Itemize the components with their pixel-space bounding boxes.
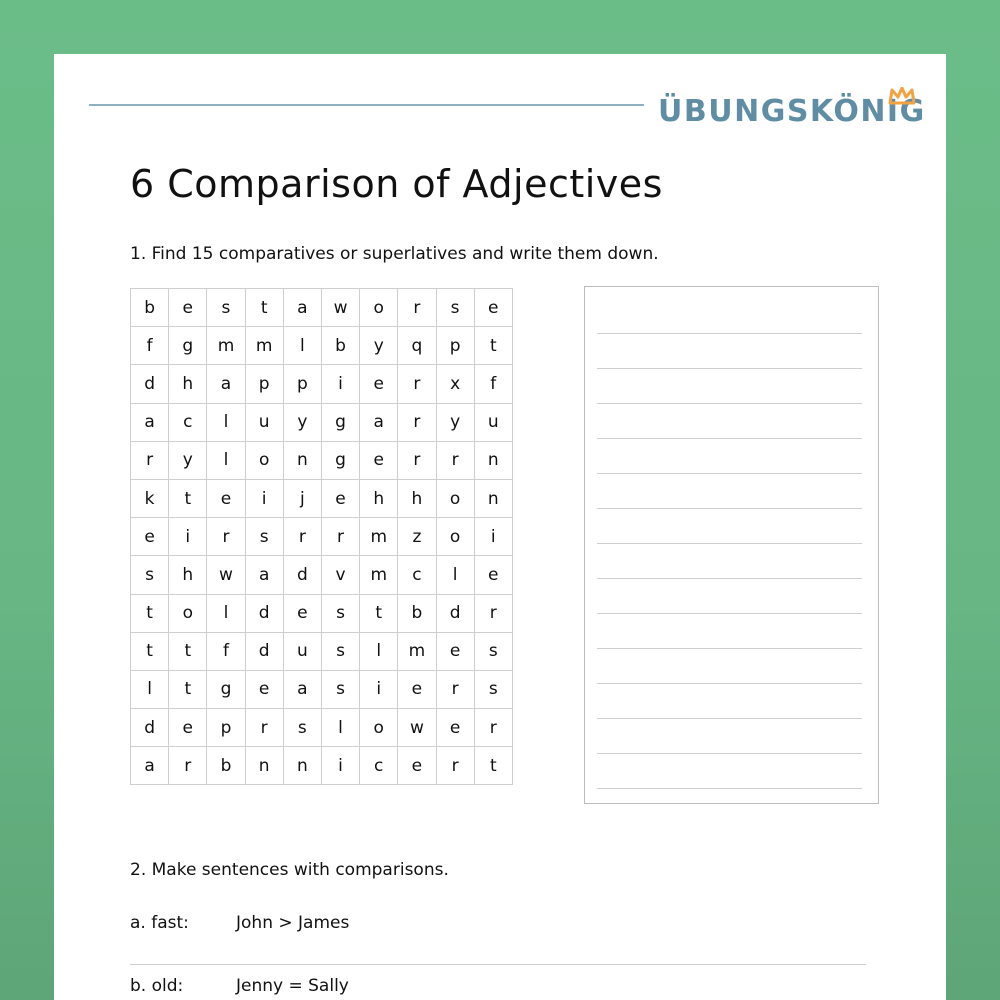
grid-cell[interactable]: i bbox=[245, 479, 283, 517]
grid-cell[interactable]: h bbox=[169, 556, 207, 594]
grid-cell[interactable]: t bbox=[245, 289, 283, 327]
grid-cell[interactable]: p bbox=[207, 709, 245, 747]
grid-cell[interactable]: s bbox=[207, 289, 245, 327]
grid-row bbox=[131, 556, 513, 594]
grid-cell[interactable]: p bbox=[436, 327, 474, 365]
grid-cell[interactable]: l bbox=[207, 403, 245, 441]
grid-row bbox=[131, 709, 513, 747]
grid-cell[interactable]: e bbox=[245, 670, 283, 708]
grid-cell[interactable]: g bbox=[207, 670, 245, 708]
grid-cell[interactable]: o bbox=[360, 289, 398, 327]
grid-cell[interactable]: i bbox=[360, 670, 398, 708]
grid-cell[interactable]: l bbox=[360, 632, 398, 670]
answer-line[interactable] bbox=[597, 788, 862, 789]
grid-cell[interactable]: l bbox=[131, 670, 169, 708]
grid-cell[interactable]: b bbox=[131, 289, 169, 327]
grid-cell[interactable]: y bbox=[169, 441, 207, 479]
answer-line[interactable] bbox=[597, 368, 862, 369]
grid-cell[interactable]: l bbox=[321, 709, 359, 747]
grid-cell[interactable]: m bbox=[360, 518, 398, 556]
grid-cell[interactable]: u bbox=[283, 632, 321, 670]
grid-cell[interactable]: a bbox=[131, 747, 169, 785]
answer-line[interactable] bbox=[597, 438, 862, 439]
grid-cell[interactable]: u bbox=[245, 403, 283, 441]
grid-row bbox=[131, 670, 513, 708]
grid-cell[interactable]: l bbox=[207, 594, 245, 632]
grid-cell[interactable]: r bbox=[169, 747, 207, 785]
grid-cell[interactable]: p bbox=[283, 365, 321, 403]
grid-cell[interactable]: e bbox=[436, 632, 474, 670]
grid-cell[interactable]: i bbox=[169, 518, 207, 556]
answer-line[interactable] bbox=[597, 333, 862, 334]
grid-cell[interactable]: m bbox=[398, 632, 436, 670]
grid-cell[interactable]: e bbox=[283, 594, 321, 632]
grid-cell[interactable]: w bbox=[398, 709, 436, 747]
grid-cell[interactable]: e bbox=[474, 556, 512, 594]
grid-cell[interactable]: r bbox=[245, 709, 283, 747]
word-search-grid bbox=[130, 288, 513, 785]
grid-cell[interactable]: d bbox=[245, 594, 283, 632]
grid-cell[interactable]: r bbox=[436, 670, 474, 708]
grid-cell[interactable]: a bbox=[283, 670, 321, 708]
sentence-label: a. fast: bbox=[130, 913, 189, 933]
answer-line[interactable] bbox=[597, 473, 862, 474]
grid-cell[interactable]: t bbox=[169, 670, 207, 708]
grid-cell[interactable]: n bbox=[283, 441, 321, 479]
grid-cell[interactable]: p bbox=[245, 365, 283, 403]
grid-cell[interactable]: g bbox=[321, 403, 359, 441]
grid-cell[interactable]: s bbox=[131, 556, 169, 594]
grid-cell[interactable]: t bbox=[169, 632, 207, 670]
grid-cell[interactable]: n bbox=[245, 747, 283, 785]
grid-cell[interactable]: e bbox=[398, 747, 436, 785]
sentence-write-line-a[interactable] bbox=[130, 964, 866, 965]
grid-cell[interactable]: m bbox=[360, 556, 398, 594]
answer-line[interactable] bbox=[597, 508, 862, 509]
grid-cell[interactable]: o bbox=[436, 518, 474, 556]
grid-cell[interactable]: b bbox=[321, 327, 359, 365]
grid-cell[interactable]: a bbox=[283, 289, 321, 327]
grid-cell[interactable]: r bbox=[207, 518, 245, 556]
grid-cell[interactable]: i bbox=[321, 747, 359, 785]
grid-cell[interactable]: r bbox=[436, 747, 474, 785]
grid-cell[interactable]: c bbox=[398, 556, 436, 594]
grid-row bbox=[131, 632, 513, 670]
grid-cell[interactable]: r bbox=[131, 441, 169, 479]
header-rule bbox=[89, 104, 644, 106]
grid-cell[interactable]: s bbox=[245, 518, 283, 556]
grid-cell[interactable]: l bbox=[283, 327, 321, 365]
grid-cell[interactable]: n bbox=[474, 441, 512, 479]
grid-cell[interactable]: r bbox=[398, 403, 436, 441]
grid-cell[interactable]: s bbox=[321, 632, 359, 670]
grid-cell[interactable]: z bbox=[398, 518, 436, 556]
grid-cell[interactable]: f bbox=[131, 327, 169, 365]
grid-cell[interactable]: r bbox=[283, 518, 321, 556]
grid-cell[interactable]: s bbox=[321, 670, 359, 708]
grid-row bbox=[131, 289, 513, 327]
grid-cell[interactable]: g bbox=[321, 441, 359, 479]
grid-row bbox=[131, 594, 513, 632]
grid-row bbox=[131, 403, 513, 441]
grid-cell[interactable]: d bbox=[131, 709, 169, 747]
grid-cell[interactable]: k bbox=[131, 479, 169, 517]
grid-cell[interactable]: s bbox=[474, 632, 512, 670]
grid-cell[interactable]: x bbox=[436, 365, 474, 403]
grid-cell[interactable]: n bbox=[283, 747, 321, 785]
grid-cell[interactable]: r bbox=[474, 594, 512, 632]
answer-line[interactable] bbox=[597, 613, 862, 614]
grid-cell[interactable]: r bbox=[398, 289, 436, 327]
grid-cell[interactable]: n bbox=[474, 479, 512, 517]
grid-cell[interactable]: a bbox=[131, 403, 169, 441]
page-title: 6 Comparison of Adjectives bbox=[130, 162, 663, 206]
task-1-instruction: 1. Find 15 comparatives or superlatives and write them down. bbox=[130, 244, 659, 264]
answer-line[interactable] bbox=[597, 683, 862, 684]
grid-cell[interactable]: u bbox=[474, 403, 512, 441]
grid-cell[interactable]: d bbox=[283, 556, 321, 594]
grid-cell[interactable]: s bbox=[283, 709, 321, 747]
grid-cell[interactable]: m bbox=[245, 327, 283, 365]
grid-cell[interactable]: w bbox=[207, 556, 245, 594]
sentence-item-a bbox=[130, 913, 350, 933]
grid-cell[interactable]: h bbox=[169, 365, 207, 403]
grid-cell[interactable]: i bbox=[321, 365, 359, 403]
grid-cell[interactable]: a bbox=[360, 403, 398, 441]
grid-cell[interactable]: l bbox=[436, 556, 474, 594]
grid-cell[interactable]: e bbox=[169, 709, 207, 747]
grid-cell[interactable]: d bbox=[131, 365, 169, 403]
grid-cell[interactable]: b bbox=[398, 594, 436, 632]
grid-cell[interactable]: r bbox=[474, 709, 512, 747]
grid-cell[interactable]: t bbox=[360, 594, 398, 632]
grid-cell[interactable]: f bbox=[207, 632, 245, 670]
grid-cell[interactable]: t bbox=[169, 479, 207, 517]
grid-cell[interactable]: t bbox=[474, 747, 512, 785]
grid-row bbox=[131, 479, 513, 517]
grid-cell[interactable]: y bbox=[283, 403, 321, 441]
answer-line[interactable] bbox=[597, 718, 862, 719]
sentence-comparison: John > James bbox=[236, 913, 350, 933]
grid-cell[interactable]: e bbox=[474, 289, 512, 327]
grid-cell[interactable]: q bbox=[398, 327, 436, 365]
grid-cell[interactable]: e bbox=[436, 709, 474, 747]
sentence-item-b bbox=[130, 976, 349, 996]
grid-cell[interactable]: d bbox=[245, 632, 283, 670]
answer-line[interactable] bbox=[597, 578, 862, 579]
grid-cell[interactable]: o bbox=[245, 441, 283, 479]
grid-cell[interactable]: t bbox=[131, 594, 169, 632]
answer-line[interactable] bbox=[597, 648, 862, 649]
grid-cell[interactable]: a bbox=[245, 556, 283, 594]
brand-logo: ÜBUNGSKÖNIG bbox=[658, 94, 926, 129]
grid-cell[interactable]: b bbox=[207, 747, 245, 785]
answer-line[interactable] bbox=[597, 543, 862, 544]
grid-cell[interactable]: f bbox=[474, 365, 512, 403]
grid-cell[interactable]: v bbox=[321, 556, 359, 594]
sentence-comparison: Jenny = Sally bbox=[236, 976, 349, 996]
grid-cell[interactable]: l bbox=[207, 441, 245, 479]
grid-cell[interactable]: c bbox=[169, 403, 207, 441]
grid-cell[interactable]: r bbox=[436, 441, 474, 479]
grid-cell[interactable]: c bbox=[360, 747, 398, 785]
grid-cell[interactable]: m bbox=[207, 327, 245, 365]
grid-cell[interactable]: o bbox=[436, 479, 474, 517]
grid-row bbox=[131, 747, 513, 785]
grid-cell[interactable]: d bbox=[436, 594, 474, 632]
grid-cell[interactable]: a bbox=[207, 365, 245, 403]
worksheet-page bbox=[54, 54, 946, 1000]
grid-cell[interactable]: r bbox=[321, 518, 359, 556]
grid-cell[interactable]: y bbox=[360, 327, 398, 365]
grid-cell[interactable]: r bbox=[398, 365, 436, 403]
answer-box[interactable] bbox=[584, 286, 879, 804]
grid-cell[interactable]: t bbox=[474, 327, 512, 365]
grid-cell[interactable]: e bbox=[360, 365, 398, 403]
grid-cell[interactable]: o bbox=[360, 709, 398, 747]
grid-cell[interactable]: w bbox=[321, 289, 359, 327]
task-2-instruction: 2. Make sentences with comparisons. bbox=[130, 860, 449, 880]
answer-line[interactable] bbox=[597, 403, 862, 404]
grid-cell[interactable]: e bbox=[169, 289, 207, 327]
grid-cell[interactable]: e bbox=[207, 479, 245, 517]
grid-cell[interactable]: e bbox=[321, 479, 359, 517]
grid-cell[interactable]: e bbox=[131, 518, 169, 556]
grid-cell[interactable]: o bbox=[169, 594, 207, 632]
grid-cell[interactable]: j bbox=[283, 479, 321, 517]
crown-icon bbox=[888, 87, 916, 105]
grid-row bbox=[131, 365, 513, 403]
grid-cell[interactable]: r bbox=[398, 441, 436, 479]
grid-row bbox=[131, 518, 513, 556]
grid-cell[interactable]: e bbox=[398, 670, 436, 708]
grid-cell[interactable]: s bbox=[436, 289, 474, 327]
grid-cell[interactable]: h bbox=[360, 479, 398, 517]
grid-cell[interactable]: t bbox=[131, 632, 169, 670]
grid-cell[interactable]: i bbox=[474, 518, 512, 556]
grid-cell[interactable]: e bbox=[360, 441, 398, 479]
grid-cell[interactable]: s bbox=[321, 594, 359, 632]
grid-row bbox=[131, 327, 513, 365]
answer-line[interactable] bbox=[597, 753, 862, 754]
grid-cell[interactable]: y bbox=[436, 403, 474, 441]
grid-cell[interactable]: g bbox=[169, 327, 207, 365]
grid-cell[interactable]: h bbox=[398, 479, 436, 517]
sentence-label: b. old: bbox=[130, 976, 184, 996]
grid-cell[interactable]: s bbox=[474, 670, 512, 708]
grid-row bbox=[131, 441, 513, 479]
